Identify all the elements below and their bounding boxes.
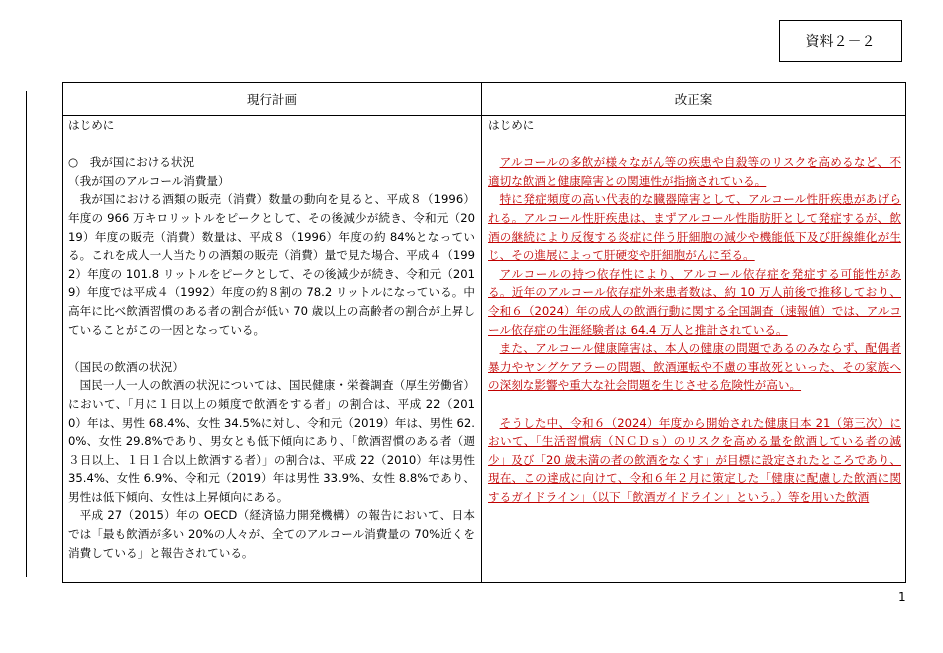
comparison-table [62, 82, 906, 583]
left-paragraph-3: 平成 27（2015）年の OECD（経済協力開発機構）の報告において、日本では「最も飲酒が多い 20%の人々が、全てのアルコール消費量の 70%近くを消費している」と報告されている。 [68, 508, 475, 560]
header-current-plan: 現行計画 [63, 83, 482, 116]
left-section-title: ○ 我が国における状況 [68, 155, 195, 170]
right-paragraph-5-text: そうした中、令和６（2024）年度から開始された健康日本 21（第三次）において、「生活習慣病（ＮＣＤｓ）のリスクを高める量を飲酒している者の減少」及び「20 歳未満の者の飲酒をなくす」が目標に設定されたところであり、現在、この達成に向けて、令和６年２月に策定した「健康に配慮した飲酒に関するガイドライン」（以下「飲酒ガイドライン」という。）等を用いた飲酒 [488, 415, 901, 504]
revised-plan-cell [482, 116, 906, 583]
current-plan-cell [63, 116, 482, 583]
margin-rule [26, 91, 27, 577]
right-paragraph-4 [488, 339, 901, 395]
left-subheading-consumption: （我が国のアルコール消費量） [68, 173, 230, 188]
right-heading: はじめに [488, 118, 535, 132]
page-number: 1 [898, 590, 906, 604]
right-paragraph-2-text: 特に発症頻度の高い代表的な臓器障害として、アルコール性肝疾患があげられる。アルコール性肝疾患は、まずアルコール性脂肪肝として発症するが、飲酒の継続により反復する炎症に伴う肝細胞の減少や機能低下及び肝線維化が生じ、その進展によって肝硬変や肝細胞がんに至る。 [488, 192, 901, 263]
right-paragraph-1 [488, 153, 901, 190]
right-paragraph-3-text: アルコールの持つ依存性により、アルコール依存症を発症する可能性がある。近年のアルコール依存症外来患者数は、約 10 万人前後で推移しており、令和６（2024）年の成人の飲酒行動に関する全国調査（速報値）では、アルコール依存症の生涯経験者は 64.4 万人と推計されている。 [488, 266, 901, 337]
left-paragraph-1: 我が国における酒類の販売（消費）数量の動向を見ると、平成８（1996）年度の 966 万キロリットルをピークとして、その後減少が続き、令和元（2019）年度の販売（消費）数量は、平成８（1996）年度の約 84%となっている。これを成人一人当たりの酒類の販売（消費）量で見た場合、平成４（1992）年度の 101.8 リットルをピークとして、その後減少が続き、令和元（2019）年度では平成４（1992）年度の約８割の 78.2 リットルになっている。中高年に比べ飲酒習慣のある者の割合が低い 70 歳以上の高齢者の割合が上昇していることがこの一因となっている。 [68, 192, 475, 337]
header-revised-plan: 改正案 [482, 83, 906, 116]
document-label: 資料２－２ [779, 20, 902, 62]
right-paragraph-4-text: また、アルコール健康障害は、本人の健康の問題であるのみならず、配偶者暴力やヤングケアラーの問題、飲酒運転や不慮の事故死といった、その家族への深刻な影響や重大な社会問題を生じさせる危険性が高い。 [488, 341, 901, 393]
right-paragraph-2 [488, 190, 901, 264]
right-paragraph-5 [488, 414, 901, 507]
left-paragraph-2: 国民一人一人の飲酒の状況については、国民健康・栄養調査（厚生労働省）において、「月に１日以上の頻度で飲酒をする者」の割合は、平成 22（2010）年は、男性 68.4%、女性 34.5%に対し、令和元（2019）年は、男性 62.0%、女性 29.8%であり、男女とも低下傾向にあり、「飲酒習慣のある者（週３日以上、１日１合以上飲酒する者）」の割合は、平成 22（2010）年は男性 35.4%、女性 6.9%、令和元（2019）年は男性 33.9%、女性 8.8%であり、男性は低下傾向、女性は上昇傾向にある。 [68, 378, 475, 504]
right-paragraph-3 [488, 265, 901, 339]
left-heading: はじめに [68, 118, 115, 132]
left-subheading-drinking: （国民の飲酒の状況） [68, 359, 184, 374]
right-paragraph-1-text: アルコールの多飲が様々ながん等の疾患や自殺等のリスクを高めるなど、不適切な飲酒と健康障害との関連性が指摘されている。 [488, 155, 901, 188]
